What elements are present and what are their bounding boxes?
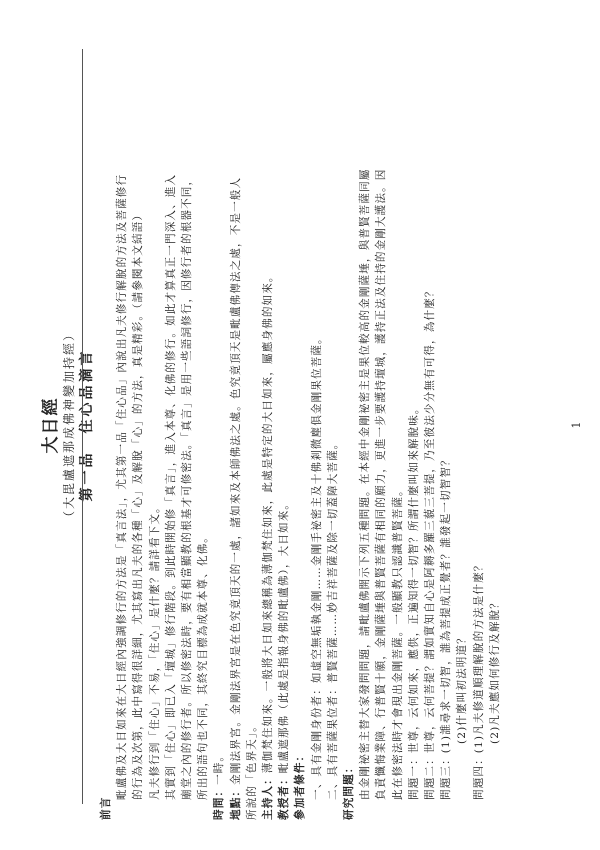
research-intro-line: 此在修密法時才會現出金剛菩薩。一般顯教只認識普賢菩薩。 (391, 484, 404, 800)
preface-line: 所出的語句也不同，其終究目標為成就本尊、化佛。 (197, 531, 210, 800)
time-value: 一時。 (213, 749, 226, 785)
research-heading: 研究問題： (343, 761, 356, 820)
research-intro-line: 由金剛祕密主替大家發問問題，請毗盧佛開示下列五種問題。在本經中金剛祕密主是果位較高的金剛薩埵，與普賢菩薩同屬 (359, 168, 372, 800)
participants-heading: 參加者條件： (294, 749, 307, 820)
place-value: 金剛法界宮。金剛法界宮是在色究竟頂天的一處，諸如來及本師佛法之處。色究竟頂天是毗盧佛傳法之處，不是一般人 (229, 176, 242, 785)
time-row (211, 30, 227, 820)
preface-line: 廟堂之內的修行者。所以修密法時，要有相當顯教的根基才可修密法。「真言」是用一些語詞修行，因修行者的根器不同， (181, 173, 194, 800)
teacher-value: 毗盧遮那佛（此處是指報身佛的毗盧佛），大日如來。 (278, 497, 291, 774)
chapter-heading: 第一品 住心品滴言 (79, 348, 95, 502)
question-item: 問題三：(1)誰尋求一切智，誰為菩提成正覺者？誰發起一切智智？ (440, 454, 453, 800)
preface-line: 凡夫修行到「住心」不易，「住心」是什麼？請詳看下文。 (148, 501, 161, 800)
place-row (228, 30, 244, 820)
preface-line: 毗盧佛及大日如來在大日經內強調修行的方法是「真言法」，尤其第一品「住心品」內說出凡夫修行解脫的方法及菩薩修行 (116, 173, 129, 800)
question-item: 問題二：世尊，云何菩提？謂如實知自心是阿耨多羅三藐三菩提，乃至彼法少分無有可得，為什麼？ (424, 285, 437, 800)
participant-item: 一、具有金剛身份者：如虛空無垢執金剛……金剛手祕密主及十佛剎微塵俱金剛果位菩薩。 (310, 332, 323, 800)
host-value: 薄伽梵住如來。一般將大日如來總稱為薄伽梵住如來，此處是特定的大日如來，屬應身佛的如來。 (262, 270, 275, 774)
question-subitem: (2)凡夫應如何修行及解脫？ (488, 597, 501, 744)
research-intro-line: 負責懺悔業障、行普賢十願，金剛薩埵與普賢菩薩有相同的願力，更進一步要護持壇城，護持正法及住持的金剛大護法。因 (375, 168, 388, 800)
document-title: 大日經 (41, 396, 61, 454)
teacher-row (276, 30, 292, 820)
document-subtitle: （大毘盧遮那成佛神變加持經） (62, 327, 76, 524)
host-row (260, 30, 276, 820)
time-label: 時間： (213, 784, 226, 820)
participant-item: 二、具有菩薩果位者：普賢菩薩……妙吉祥菩薩及除一切蓋障大菩薩。 (326, 437, 339, 800)
question-item: 問題四：(1)凡夫修道順理解脫的方法是什麼？ (472, 559, 485, 800)
host-label: 主持人： (262, 773, 275, 820)
preface-line: 的行為及次第，此中寫得很詳細，尤其寫出凡夫的各種「心」及解脫「心」的方法，真是精彩。（請參閱本文結語） (132, 208, 145, 800)
question-item: 問題一：世尊，云何如來，應供，正遍知得一切智？所謂什麼叫如來解脫味。 (407, 402, 420, 800)
header-divider (82, 49, 83, 804)
place-label: 地點： (229, 784, 242, 820)
place-row-cont: 所說的「色界天」。 (245, 720, 258, 820)
preface-line: 其實到「住心」即已入「壇城」修行階段。到此時開始修「真言」，進入本尊、化佛的修行。如此才算真正一門深入、進入 (164, 173, 177, 800)
document-body (98, 30, 503, 820)
teacher-label: 教授者： (278, 773, 291, 820)
preface-heading: 前言 (100, 796, 112, 820)
page-number: 1 (570, 421, 583, 429)
question-subitem: (2)什麼叫初法明道？ (456, 632, 469, 744)
